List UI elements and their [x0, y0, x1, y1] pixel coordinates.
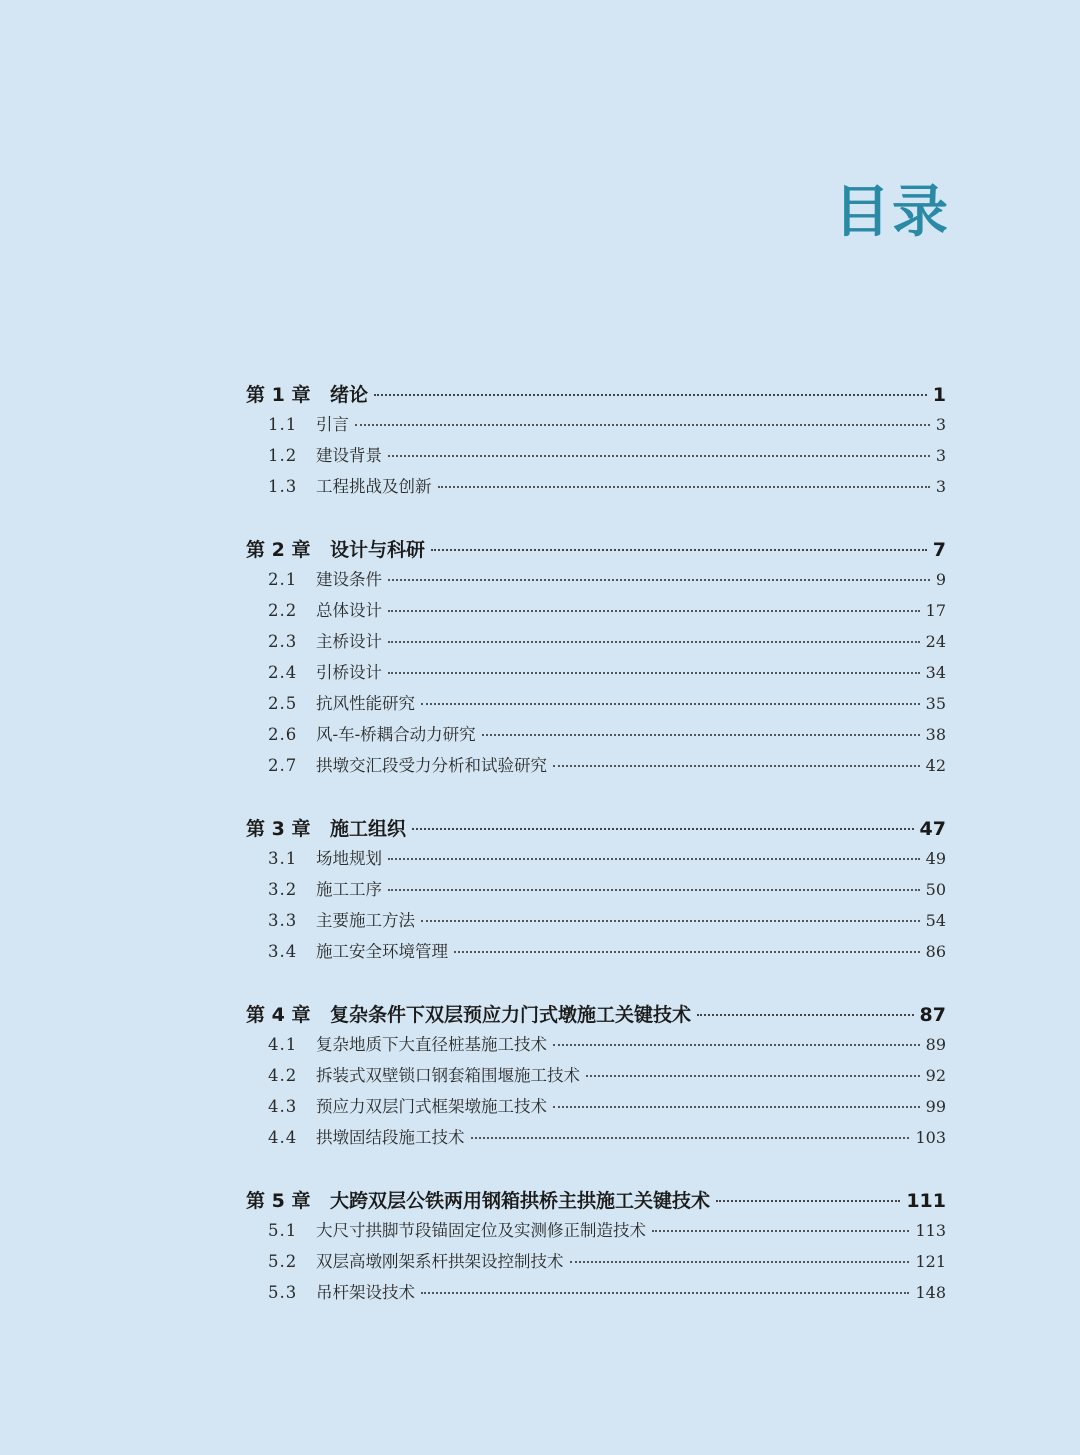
section-title: 拱墩交汇段受力分析和试验研究: [316, 756, 547, 775]
section-page-number: 89: [925, 1035, 946, 1054]
toc-section-entry[interactable]: [246, 659, 946, 690]
section-page-number: 121: [915, 1252, 946, 1271]
section-number: 4.1: [268, 1035, 298, 1054]
section-title: 总体设计: [316, 601, 382, 620]
dot-leader: [570, 1261, 910, 1263]
section-number: 4.3: [268, 1097, 298, 1116]
section-number: 5.3: [268, 1283, 298, 1302]
dot-leader: [553, 765, 920, 767]
chapter-title: 大跨双层公铁两用钢箱拱桥主拱施工关键技术: [330, 1190, 711, 1212]
toc-section-entry[interactable]: [246, 907, 946, 938]
section-number: 1.1: [268, 415, 298, 434]
dot-leader: [716, 1200, 900, 1202]
section-title: 风-车-桥耦合动力研究: [316, 725, 476, 744]
dot-leader: [355, 424, 930, 426]
dot-leader: [374, 394, 927, 396]
dot-leader: [421, 920, 920, 922]
section-page-number: 24: [925, 632, 946, 651]
section-number: 3.1: [268, 849, 298, 868]
dot-leader: [454, 951, 920, 953]
chapter-title: 复杂条件下双层预应力门式墩施工关键技术: [330, 1004, 692, 1026]
chapter-title: 设计与科研: [330, 539, 426, 561]
dot-leader: [553, 1044, 920, 1046]
chapter-label: 第 1 章: [246, 384, 311, 406]
section-title: 工程挑战及创新: [316, 477, 432, 496]
section-number: 4.2: [268, 1066, 298, 1085]
section-number: 4.4: [268, 1128, 298, 1147]
section-number: 2.3: [268, 632, 298, 651]
toc-section-entry[interactable]: [246, 752, 946, 783]
toc-section-entry[interactable]: [246, 1124, 946, 1155]
toc-section-entry[interactable]: [246, 938, 946, 969]
section-number: 1.3: [268, 477, 298, 496]
chapter-page-number: 87: [919, 1004, 946, 1026]
toc-chapter-entry[interactable]: [246, 1000, 946, 1031]
chapter-label: 第 2 章: [246, 539, 311, 561]
section-title: 吊杆架设技术: [316, 1283, 415, 1302]
section-title: 场地规划: [316, 849, 382, 868]
toc-chapter-entry[interactable]: [246, 1186, 946, 1217]
section-title: 主桥设计: [316, 632, 382, 651]
page-title: 目录: [834, 180, 950, 245]
section-page-number: 3: [935, 477, 946, 496]
dot-leader: [586, 1075, 920, 1077]
section-page-number: 148: [915, 1283, 946, 1302]
dot-leader: [482, 734, 920, 736]
toc-section-entry[interactable]: [246, 473, 946, 504]
section-number: 5.2: [268, 1252, 298, 1271]
section-number: 2.1: [268, 570, 298, 589]
chapter-label: 第 3 章: [246, 818, 311, 840]
section-title: 建设背景: [316, 446, 382, 465]
section-page-number: 38: [925, 725, 946, 744]
section-title: 复杂地质下大直径桩基施工技术: [316, 1035, 547, 1054]
dot-leader: [388, 610, 920, 612]
toc-section-entry[interactable]: [246, 628, 946, 659]
chapter-title: 绪论: [330, 384, 369, 406]
dot-leader: [697, 1014, 914, 1016]
dot-leader: [431, 549, 927, 551]
dot-leader: [412, 828, 914, 830]
toc-chapter-entry[interactable]: [246, 814, 946, 845]
section-title: 施工安全环境管理: [316, 942, 448, 961]
section-title: 大尺寸拱脚节段锚固定位及实测修正制造技术: [316, 1221, 646, 1240]
section-page-number: 113: [915, 1221, 946, 1240]
section-number: 5.1: [268, 1221, 298, 1240]
section-title: 施工工序: [316, 880, 382, 899]
section-page-number: 54: [925, 911, 946, 930]
toc-chapter: [246, 1000, 946, 1155]
section-page-number: 3: [935, 415, 946, 434]
dot-leader: [388, 889, 920, 891]
toc-section-entry[interactable]: [246, 721, 946, 752]
section-title: 预应力双层门式框架墩施工技术: [316, 1097, 547, 1116]
section-number: 2.7: [268, 756, 298, 775]
toc-section-entry[interactable]: [246, 1031, 946, 1062]
toc-chapter: [246, 380, 946, 504]
section-page-number: 35: [925, 694, 946, 713]
toc-chapter-entry[interactable]: [246, 380, 946, 411]
table-of-contents: [246, 380, 946, 1341]
toc-section-entry[interactable]: [246, 1093, 946, 1124]
section-page-number: 17: [925, 601, 946, 620]
toc-section-entry[interactable]: [246, 411, 946, 442]
toc-section-entry[interactable]: [246, 690, 946, 721]
section-page-number: 49: [925, 849, 946, 868]
section-page-number: 42: [925, 756, 946, 775]
dot-leader: [388, 672, 920, 674]
chapter-title: 施工组织: [330, 818, 407, 840]
toc-section-entry[interactable]: [246, 1279, 946, 1310]
section-number: 3.3: [268, 911, 298, 930]
section-page-number: 34: [925, 663, 946, 682]
section-page-number: 50: [925, 880, 946, 899]
dot-leader: [438, 486, 930, 488]
dot-leader: [652, 1230, 909, 1232]
section-title: 主要施工方法: [316, 911, 415, 930]
section-title: 引桥设计: [316, 663, 382, 682]
section-number: 2.4: [268, 663, 298, 682]
section-page-number: 86: [925, 942, 946, 961]
section-title: 建设条件: [316, 570, 382, 589]
chapter-page-number: 47: [919, 818, 946, 840]
dot-leader: [388, 641, 920, 643]
section-title: 引言: [316, 415, 349, 434]
chapter-label: 第 4 章: [246, 1004, 311, 1026]
toc-chapter: [246, 814, 946, 969]
dot-leader: [388, 579, 930, 581]
section-number: 2.6: [268, 725, 298, 744]
chapter-label: 第 5 章: [246, 1190, 311, 1212]
section-page-number: 3: [935, 446, 946, 465]
chapter-page-number: 1: [932, 384, 946, 406]
section-title: 拆装式双壁锁口钢套箱围堰施工技术: [316, 1066, 580, 1085]
toc-chapter-entry[interactable]: [246, 535, 946, 566]
toc-section-entry[interactable]: [246, 566, 946, 597]
toc-section-entry[interactable]: [246, 1217, 946, 1248]
section-number: 1.2: [268, 446, 298, 465]
dot-leader: [421, 703, 920, 705]
dot-leader: [421, 1292, 909, 1294]
section-title: 双层高墩刚架系杆拱架设控制技术: [316, 1252, 564, 1271]
section-page-number: 99: [925, 1097, 946, 1116]
section-number: 3.4: [268, 942, 298, 961]
chapter-page-number: 111: [906, 1190, 946, 1212]
toc-section-entry[interactable]: [246, 597, 946, 628]
chapter-page-number: 7: [932, 539, 946, 561]
toc-section-entry[interactable]: [246, 1062, 946, 1093]
section-page-number: 9: [935, 570, 946, 589]
toc-section-entry[interactable]: [246, 876, 946, 907]
toc-section-entry[interactable]: [246, 1248, 946, 1279]
toc-chapter: [246, 535, 946, 783]
section-page-number: 103: [915, 1128, 946, 1147]
toc-chapter: [246, 1186, 946, 1310]
section-title: 抗风性能研究: [316, 694, 415, 713]
toc-section-entry[interactable]: [246, 845, 946, 876]
section-page-number: 92: [925, 1066, 946, 1085]
toc-section-entry[interactable]: [246, 442, 946, 473]
section-number: 3.2: [268, 880, 298, 899]
section-title: 拱墩固结段施工技术: [316, 1128, 465, 1147]
section-number: 2.2: [268, 601, 298, 620]
section-number: 2.5: [268, 694, 298, 713]
dot-leader: [471, 1137, 910, 1139]
dot-leader: [553, 1106, 920, 1108]
dot-leader: [388, 858, 920, 860]
dot-leader: [388, 455, 930, 457]
